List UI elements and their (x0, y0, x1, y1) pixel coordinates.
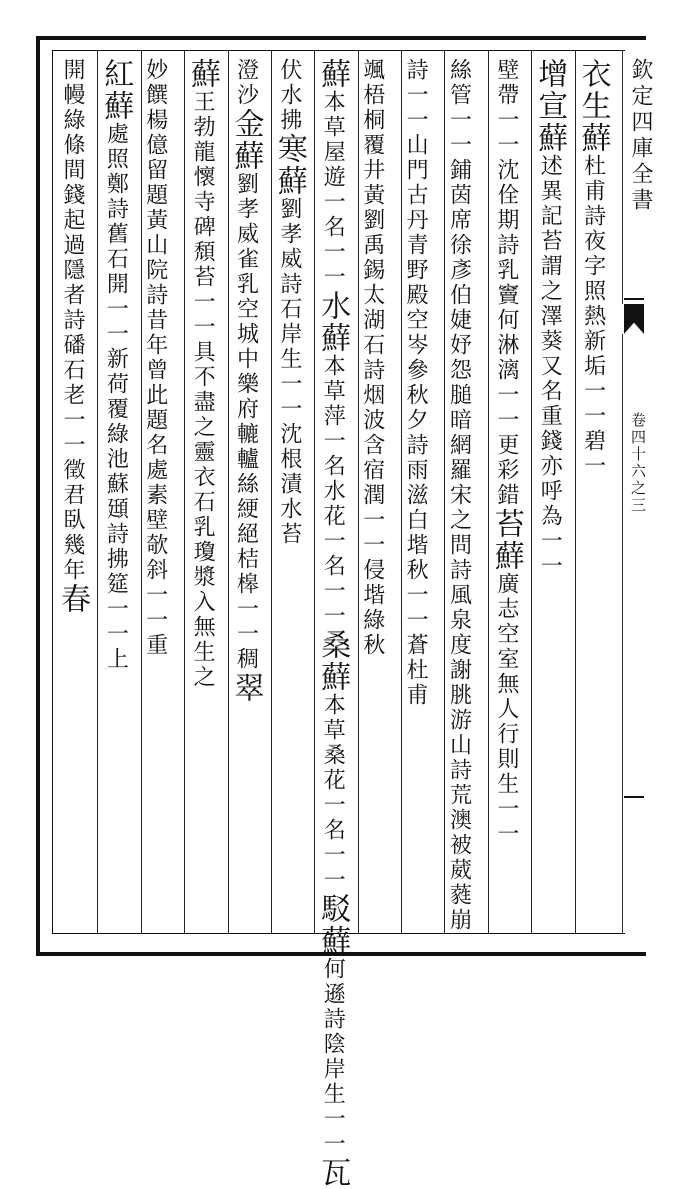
entry-text: 王勃龍懷寺碑頹苔一一具不盡之靈衣石乳瓊漿入無生之 (190, 90, 216, 690)
column-text (98, 58, 134, 672)
entry-heading: 駁蘚 (315, 893, 351, 957)
margin-rule-lower (624, 796, 644, 798)
column-text (532, 58, 568, 579)
entry-text: 絲管一一鋪茵席徐彥伯婕妤怨膇暗網羅宋之問詩風泉度謝朓游山詩荒澳被葳蕤崩 (446, 58, 472, 933)
column-divider (444, 50, 445, 933)
text-column (404, 58, 441, 930)
column-text (315, 58, 351, 1189)
text-column (57, 58, 94, 930)
entry-heading: 增宣蘚 (532, 58, 568, 154)
column-text (488, 58, 524, 847)
entry-heading: 蘚 (185, 58, 221, 90)
entry-text: 述異記苔謂之澤葵又名重錢亦呼為一一 (537, 154, 563, 579)
column-divider (184, 50, 185, 933)
column-divider (488, 50, 489, 933)
column-text (185, 58, 221, 690)
entry-heading: 寒蘚 (271, 133, 307, 197)
entry-text: 杜甫詩夜字照熱新垢一一碧一 (580, 154, 606, 479)
entry-text: 廣志空室無人行則生一一 (493, 572, 519, 847)
entry-text: 詩一一山門古丹青野殿空岑參秋夕詩雨滋白堦秋一一蒼杜甫 (403, 58, 429, 708)
column-text (144, 58, 166, 658)
volume-label: 卷四十六之三 (629, 412, 647, 514)
volume-margin (628, 412, 650, 612)
column-text (446, 58, 472, 933)
entry-text: 本草屋遊一名一一 (320, 90, 346, 290)
entry-text: 壁帶一一沈佺期詩乳竇何淋漓一一更彩錯 (493, 58, 519, 508)
column-text (228, 58, 264, 704)
text-column (228, 58, 268, 930)
fishtail-edge-lower (622, 334, 623, 933)
fishtail-rule (624, 298, 644, 300)
entry-heading: 桑蘚 (315, 629, 351, 693)
text-column (100, 58, 137, 930)
text-column (271, 58, 311, 930)
entry-heading: 紅蘚 (98, 58, 134, 122)
entry-heading: 蘚 (315, 58, 351, 90)
entry-text: 處照鄭詩舊石開一一新荷覆綠池蘇頲詩拂筵一一上 (103, 122, 129, 672)
book-title: 欽定四庫全書 (628, 58, 653, 214)
entry-heading: 春 (55, 583, 90, 615)
entry-heading: 翠 (228, 672, 264, 704)
column-divider (575, 50, 576, 933)
entry-text: 本草桑花一名一一 (320, 693, 346, 893)
column-text (403, 58, 429, 708)
column-text (271, 58, 307, 547)
entry-text: 劉孝威詩石岸生一一沈根漬水苔 (276, 197, 302, 547)
entry-heading: 水蘚 (315, 290, 351, 354)
column-divider (314, 50, 315, 933)
fishtail-edge-upper (622, 50, 623, 304)
column-text (361, 58, 383, 658)
entry-text: 開幔綠條間錢起過隱者詩磻石老一一徵君臥幾年 (60, 58, 85, 583)
entry-text: 澄沙 (233, 58, 259, 108)
entry-heading: 衣生蘚 (575, 58, 611, 154)
text-column (575, 58, 615, 930)
text-column (315, 58, 354, 1189)
entry-heading: 苔蘚 (488, 508, 524, 572)
text-column (534, 58, 571, 930)
text-column (144, 58, 181, 930)
entry-text: 本草萍一名水花一名一一 (320, 354, 346, 629)
entry-text: 伏水拂 (276, 58, 302, 133)
column-divider (97, 50, 98, 933)
text-column (446, 58, 484, 933)
column-text (575, 58, 611, 479)
column-divider (531, 50, 532, 933)
entry-text: 颯梧桐覆井黃劉禹錫太湖石詩烟波含宿潤一一侵堦綠秋 (359, 58, 385, 658)
entry-heading: 金蘚 (228, 108, 264, 172)
entry-text: 何遜詩陰岸生一一 (320, 957, 346, 1157)
column-text (55, 58, 90, 615)
text-column (488, 58, 528, 930)
book-title-margin (625, 58, 653, 308)
column-divider (401, 50, 402, 933)
entry-heading: 瓦 (315, 1157, 351, 1189)
column-divider (228, 50, 229, 933)
entry-text: 劉孝威雀乳空城中樂府轆轤絲綆絕桔槔一一稠 (233, 172, 259, 672)
text-column (187, 58, 224, 930)
text-column (361, 58, 398, 930)
entry-text: 妙饌楊億留題黃山院詩昔年曾此題名處素壁欹斜一一重 (142, 58, 168, 658)
